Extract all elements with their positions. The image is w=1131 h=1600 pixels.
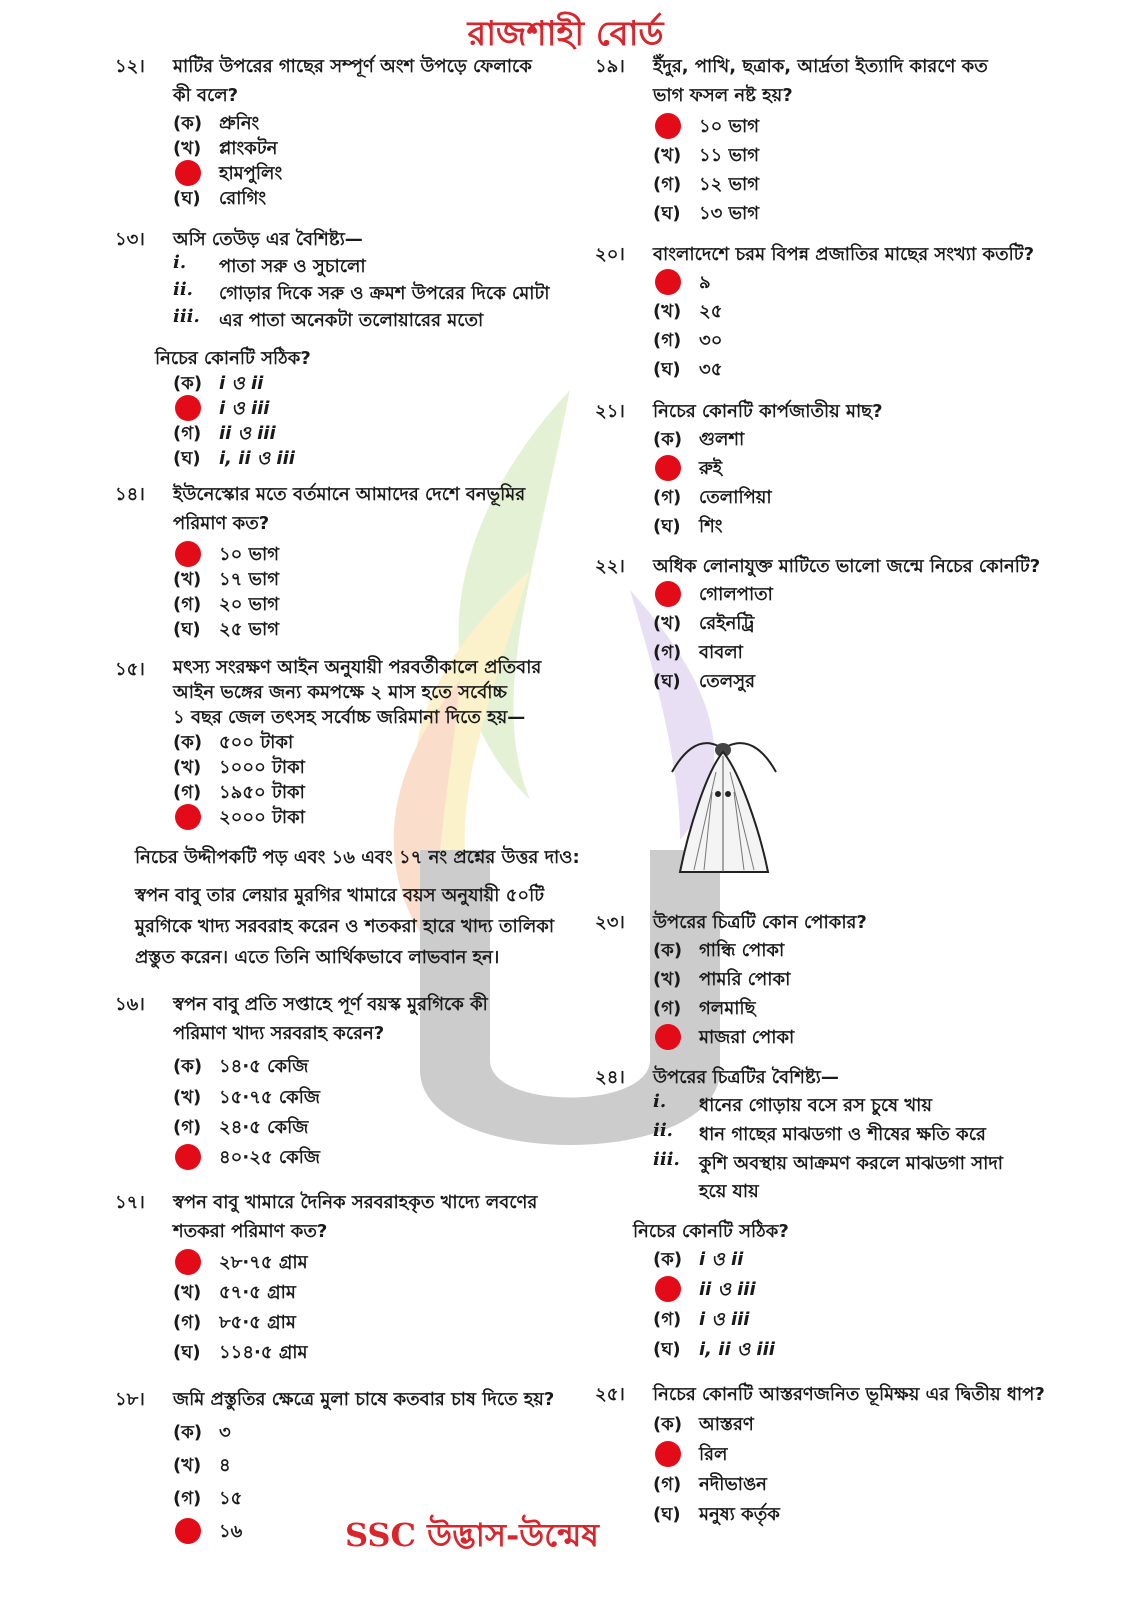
- option-text: তেলাপিয়া: [699, 487, 772, 508]
- option-text: শিং: [699, 516, 723, 537]
- option-text: রুই: [699, 458, 723, 479]
- option-label: (গ): [653, 1309, 682, 1330]
- statement-text: কুশি অবস্থায় আক্রমণ করলে মাঝডগা সাদা: [699, 1153, 1004, 1174]
- question-text: নিচের কোনটি কার্পজাতীয় মাছ?: [653, 401, 883, 422]
- option-label: (গ): [653, 174, 682, 195]
- option-text: হামপুলিং: [219, 163, 283, 184]
- question-23: [595, 908, 1115, 1053]
- option-label: (ঘ): [653, 1339, 681, 1360]
- correct-answer-dot-icon: [655, 269, 681, 295]
- statement-text: ধান গাছের মাঝডগা ও শীষের ক্ষতি করে: [699, 1124, 986, 1145]
- correct-answer-dot-icon: [655, 1441, 681, 1467]
- question-line: স্বপন বাবু প্রতি সপ্তাহে পূর্ণ বয়স্ক মুরগিকে কী: [173, 994, 488, 1015]
- option-label: (ক): [173, 113, 203, 134]
- option-text: ৯: [699, 272, 711, 293]
- question-number: ২২।: [595, 556, 625, 577]
- correct-answer-dot-icon: [175, 1249, 201, 1275]
- moth-illustration-icon: [668, 732, 780, 882]
- option-text: ৪: [219, 1455, 231, 1476]
- option-text: ৫০০ টাকা: [219, 732, 294, 753]
- correct-answer-dot-icon: [175, 804, 201, 830]
- passage-line: প্রস্তুত করেন। এতে তিনি আর্থিকভাবে লাভবান হন।: [135, 947, 500, 968]
- option-text: ৫৭·৫ গ্রাম: [219, 1282, 296, 1303]
- option-text: i, ii ও iii: [699, 1339, 775, 1360]
- option-text: ২০০০ টাকা: [219, 807, 305, 828]
- option-text: ১২ ভাগ: [699, 174, 760, 195]
- option-text: ১০০০ টাকা: [219, 757, 305, 778]
- option-label: (ক): [173, 373, 203, 394]
- option-label: (ক): [653, 1414, 683, 1435]
- option-text: তেলসুর: [699, 671, 756, 692]
- statement-roman: i.: [173, 252, 187, 273]
- option-label: (ঘ): [653, 516, 681, 537]
- question-line: ১ বছর জেল তৎসহ সর্বোচ্চ জরিমানা দিতে হয়—: [173, 707, 526, 728]
- which-correct-prompt: নিচের কোনটি সঠিক?: [155, 348, 311, 369]
- option-text: পামরি পোকা: [699, 969, 791, 990]
- statement-text: গোড়ার দিকে সরু ও ক্রমশ উপরের দিকে মোটা: [219, 283, 550, 304]
- option-label: (খ): [653, 969, 682, 990]
- question-line: পরিমাণ কত?: [173, 513, 270, 534]
- statement-text: এর পাতা অনেকটা তলোয়ারের মতো: [219, 310, 484, 331]
- option-label: (খ): [173, 757, 202, 778]
- question-16: [115, 990, 575, 1180]
- question-text: [173, 990, 488, 1048]
- option-label: (গ): [173, 1117, 202, 1138]
- option-text: ৩৫: [699, 359, 723, 380]
- question-number: ১৯।: [595, 56, 625, 77]
- option-label: (খ): [173, 1455, 202, 1476]
- question-line: আইন ভঙ্গের জন্য কমপক্ষে ২ মাস হতে সর্বোচ্চ: [173, 682, 507, 703]
- question-text: অধিক লোনাযুক্ত মাটিতে ভালো জন্মে নিচের কোনটি?: [653, 556, 1041, 577]
- option-text: ৩০: [699, 330, 723, 351]
- option-label: (খ): [173, 1087, 202, 1108]
- question-13: [115, 225, 575, 475]
- option-text: নদীভাঙন: [699, 1474, 767, 1495]
- question-text: জমি প্রস্তুতির ক্ষেত্রে মুলা চাষে কতবার চাষ দিতে হয়?: [173, 1389, 555, 1410]
- correct-answer-dot-icon: [175, 541, 201, 567]
- statement-text: হয়ে যায়: [699, 1181, 759, 1202]
- question-number: ১৩।: [115, 229, 145, 250]
- question-text: [173, 52, 532, 110]
- option-text: ii ও iii: [699, 1279, 756, 1300]
- option-label: (গ): [653, 330, 682, 351]
- option-text: মাজরা পোকা: [699, 1027, 795, 1048]
- option-label: (খ): [173, 1282, 202, 1303]
- correct-answer-dot-icon: [655, 1276, 681, 1302]
- question-number: ২৫।: [595, 1384, 625, 1405]
- option-text: রোগিং: [219, 188, 267, 209]
- correct-answer-dot-icon: [655, 113, 681, 139]
- question-24: [595, 1063, 1115, 1373]
- option-label: (গ): [173, 1312, 202, 1333]
- option-text: ২৫: [699, 301, 723, 322]
- question-number: ১৮।: [115, 1389, 145, 1410]
- question-text: [173, 480, 525, 538]
- statement-roman: ii.: [653, 1120, 673, 1141]
- option-text: ২০ ভাগ: [219, 594, 280, 615]
- option-text: গুলশা: [699, 429, 745, 450]
- question-number: ২০।: [595, 244, 625, 265]
- passage-line: স্বপন বাবু তার লেয়ার মুরগির খামারে বয়স অনুযায়ী ৫০টি: [135, 885, 545, 906]
- correct-answer-dot-icon: [655, 581, 681, 607]
- option-text: ১০ ভাগ: [699, 116, 760, 137]
- option-label: (গ): [653, 998, 682, 1019]
- option-text: ১৫·৭৫ কেজি: [219, 1087, 320, 1108]
- option-text: i ও ii: [219, 373, 264, 394]
- question-line: পরিমাণ খাদ্য সরবরাহ করেন?: [173, 1023, 385, 1044]
- option-text: ২৪·৫ কেজি: [219, 1117, 309, 1138]
- question-line: ভাগ ফসল নষ্ট হয়?: [653, 85, 793, 106]
- question-14: [115, 480, 575, 640]
- question-line: কী বলে?: [173, 85, 239, 106]
- option-text: ১০ ভাগ: [219, 544, 280, 565]
- question-line: শতকরা পরিমাণ কত?: [173, 1221, 328, 1242]
- question-text: উপরের চিত্রটি কোন পোকার?: [653, 912, 867, 933]
- option-text: i ও ii: [699, 1249, 744, 1270]
- correct-answer-dot-icon: [655, 1024, 681, 1050]
- statement-roman: iii.: [653, 1149, 680, 1170]
- option-label: (ক): [653, 429, 683, 450]
- statement-roman: iii.: [173, 306, 200, 327]
- stimulus-passage: [135, 880, 575, 973]
- option-text: i ও iii: [699, 1309, 750, 1330]
- option-label: (ঘ): [653, 1504, 681, 1525]
- option-label: (গ): [173, 1488, 202, 1509]
- option-text: ২৮·৭৫ গ্রাম: [219, 1252, 308, 1273]
- question-text: উপরের চিত্রটির বৈশিষ্ট্য—: [653, 1067, 839, 1088]
- passage-line: মুরগিকে খাদ্য সরবরাহ করেন ও শতকরা হারে খাদ্য তালিকা: [135, 916, 555, 937]
- option-text: বাবলা: [699, 642, 743, 663]
- option-text: রেইনট্রি: [699, 613, 755, 634]
- option-text: গান্ধি পোকা: [699, 940, 785, 961]
- option-text: ২৫ ভাগ: [219, 619, 280, 640]
- option-text: ১৩ ভাগ: [699, 203, 760, 224]
- option-label: (গ): [653, 1474, 682, 1495]
- board-title: রাজশাহী বোর্ড: [467, 14, 664, 54]
- question-17: [115, 1188, 575, 1373]
- option-label: (খ): [173, 569, 202, 590]
- option-label: (ঘ): [173, 188, 201, 209]
- question-15: [115, 655, 575, 835]
- option-label: (গ): [173, 423, 202, 444]
- question-number: ২১।: [595, 401, 625, 422]
- question-text: [653, 52, 988, 110]
- option-text: মনুষ্য কর্তৃক: [699, 1504, 780, 1525]
- option-text: i ও iii: [219, 398, 270, 419]
- option-label: (ক): [653, 1249, 683, 1270]
- correct-answer-dot-icon: [175, 160, 201, 186]
- question-text: বাংলাদেশে চরম বিপন্ন প্রজাতির মাছের সংখ্যা কতটি?: [653, 244, 1035, 265]
- option-label: (ক): [173, 1056, 203, 1077]
- option-text: ১৯৫০ টাকা: [219, 782, 305, 803]
- statement-text: পাতা সরু ও সুচালো: [219, 256, 366, 277]
- option-text: ১৫: [219, 1488, 243, 1509]
- question-19: [595, 52, 1115, 232]
- option-label: (ঘ): [653, 203, 681, 224]
- option-label: (ঘ): [653, 359, 681, 380]
- question-text: [173, 1188, 537, 1246]
- question-22: [595, 552, 1115, 692]
- correct-answer-dot-icon: [175, 1518, 201, 1544]
- question-number: ১৪।: [115, 484, 145, 505]
- option-label: (খ): [653, 145, 682, 166]
- question-line: ইঁদুর, পাখি, ছত্রাক, আর্দ্রতা ইত্যাদি কারণে কত: [653, 56, 988, 77]
- option-label: (গ): [173, 594, 202, 615]
- option-label: (ঘ): [173, 448, 201, 469]
- footer-title: SSC উদ্ভাস-উন্মেষ: [345, 1516, 599, 1554]
- question-line: স্বপন বাবু খামারে দৈনিক সরবরাহকৃত খাদ্যে লবণের: [173, 1192, 538, 1213]
- question-number: ১২।: [115, 56, 145, 77]
- correct-answer-dot-icon: [175, 395, 201, 421]
- question-text: [173, 655, 541, 730]
- correct-answer-dot-icon: [655, 455, 681, 481]
- question-line: ইউনেস্কোর মতে বর্তমানে আমাদের দেশে বনভূমির: [173, 484, 526, 505]
- question-20: [595, 240, 1115, 380]
- correct-answer-dot-icon: [175, 1144, 201, 1170]
- option-text: ১৪·৫ কেজি: [219, 1056, 309, 1077]
- question-number: ১৬।: [115, 994, 145, 1015]
- question-25: [595, 1380, 1115, 1530]
- which-correct-prompt: নিচের কোনটি সঠিক?: [633, 1221, 789, 1242]
- option-text: প্লাংকটন: [219, 138, 278, 159]
- option-label: (ঘ): [173, 1342, 201, 1363]
- question-number: ২৩।: [595, 912, 625, 933]
- option-text: আস্তরণ: [699, 1414, 754, 1435]
- option-text: ১৬: [219, 1521, 243, 1542]
- option-text: ii ও iii: [219, 423, 276, 444]
- option-label: (গ): [653, 642, 682, 663]
- question-text: অসি তেউড় এর বৈশিষ্ট্য—: [173, 229, 363, 250]
- option-text: রিল: [699, 1444, 728, 1465]
- option-text: i, ii ও iii: [219, 448, 295, 469]
- statement-roman: i.: [653, 1091, 667, 1112]
- question-text: নিচের কোনটি আস্তরণজনিত ভূমিক্ষয় এর দ্বিতীয় ধাপ?: [653, 1384, 1045, 1405]
- question-line: মাটির উপরের গাছের সম্পূর্ণ অংশ উপড়ে ফেলাকে: [173, 56, 532, 77]
- option-label: (ক): [173, 732, 203, 753]
- option-label: (খ): [653, 613, 682, 634]
- option-text: প্রুনিং: [219, 113, 260, 134]
- option-text: ৮৫·৫ গ্রাম: [219, 1312, 296, 1333]
- option-text: ৩: [219, 1422, 231, 1443]
- option-label: (খ): [173, 138, 202, 159]
- question-number: ১৭।: [115, 1192, 145, 1213]
- option-label: (ক): [173, 1422, 203, 1443]
- option-text: গলমাছি: [699, 998, 756, 1019]
- statement-text: ধানের গোড়ায় বসে রস চুষে খায়: [699, 1095, 932, 1116]
- question-number: ১৫।: [115, 659, 145, 680]
- option-text: ৪০·২৫ কেজি: [219, 1147, 321, 1168]
- option-text: ১১ ভাগ: [699, 145, 760, 166]
- statement-roman: ii.: [173, 279, 193, 300]
- option-label: (ঘ): [653, 671, 681, 692]
- question-number: ২৪।: [595, 1067, 625, 1088]
- option-text: গোলপাতা: [699, 584, 773, 605]
- question-21: [595, 397, 1115, 537]
- option-text: ১১৪·৫ গ্রাম: [219, 1342, 308, 1363]
- stimulus-instruction: নিচের উদ্দীপকটি পড় এবং ১৬ এবং ১৭ নং প্রশ্নের উত্তর দাও:: [135, 847, 580, 868]
- option-label: (ক): [653, 940, 683, 961]
- question-12: [115, 52, 575, 222]
- option-label: (ঘ): [173, 619, 201, 640]
- question-line: মৎস্য সংরক্ষণ আইন অনুযায়ী পরবর্তীকালে প্রতিবার: [173, 657, 542, 678]
- option-label: (গ): [173, 782, 202, 803]
- option-label: (গ): [653, 487, 682, 508]
- option-label: (খ): [653, 301, 682, 322]
- option-text: ১৭ ভাগ: [219, 569, 280, 590]
